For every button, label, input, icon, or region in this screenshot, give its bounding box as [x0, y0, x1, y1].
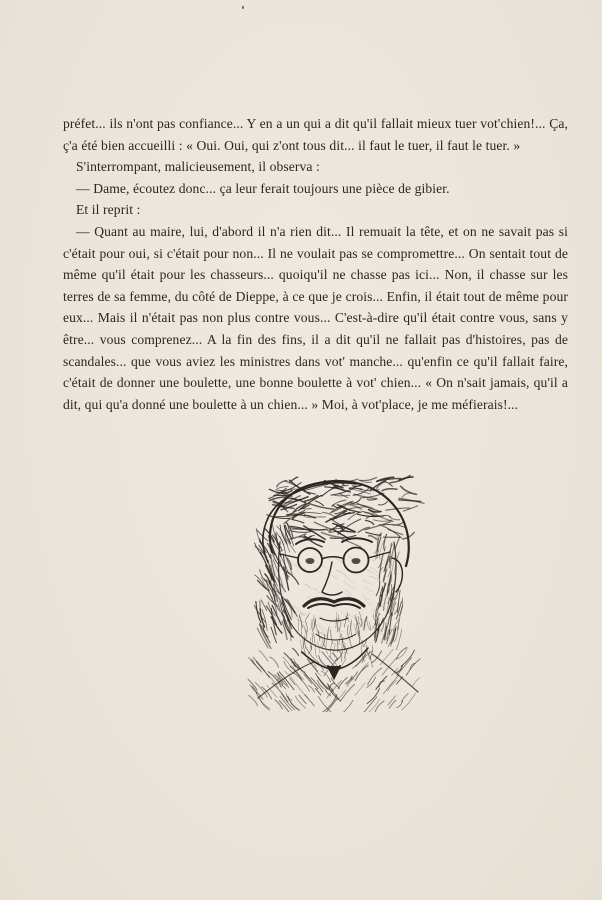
paragraph-2: S'interrompant, malicieusement, il observa : [76, 159, 320, 175]
etched-portrait-icon [228, 462, 438, 712]
body-text [63, 113, 568, 415]
paper-speck [242, 6, 244, 9]
paragraph-4: Et il reprit : [76, 202, 141, 218]
paragraph-5: — Quant au maire, lui, d'abord il n'a rien dit... Il remuait la tête, et on ne savait pas si c'était pour oui, si c'était pour non... Il ne voulait pas se compromettre... On sentait tout de même qu'il était pour les chasseurs... quoiqu'il ne chasse pas ici... Non, il chasse sur les terres de sa femme, du côté de Dieppe, à ce que je crois... Enfin, il était tout de même pour eux... Mais il n'était pas non plus contre vous... C'est-à-dire qu'il était contre vous, sans y être... vous comprenez... A la fin des fins, il a dit qu'il ne fallait pas d'histoires, pas de scandales... que vous aviez les ministres dans vot' manche... qu'enfin ce qu'il fallait faire, c'était de donner une boulette, une bonne boulette à vot' chien... « On n'sait jamais, qu'il a dit, qui qu'a donné une boulette à un chien... » Moi, à vot'place, je me méfierais!... [63, 223, 568, 412]
paragraph-1: préfet... ils n'ont pas confiance... Y en a un qui a dit qu'il fallait mieux tuer vot'chien!... Ça, ç'a été bien accueilli : « Oui. Oui, qui z'ont tous dit... il faut le tuer, il faut le tuer. » [63, 116, 568, 153]
paragraph-3: — Dame, écoutez donc... ça leur ferait toujours une pièce de gibier. [76, 180, 450, 196]
